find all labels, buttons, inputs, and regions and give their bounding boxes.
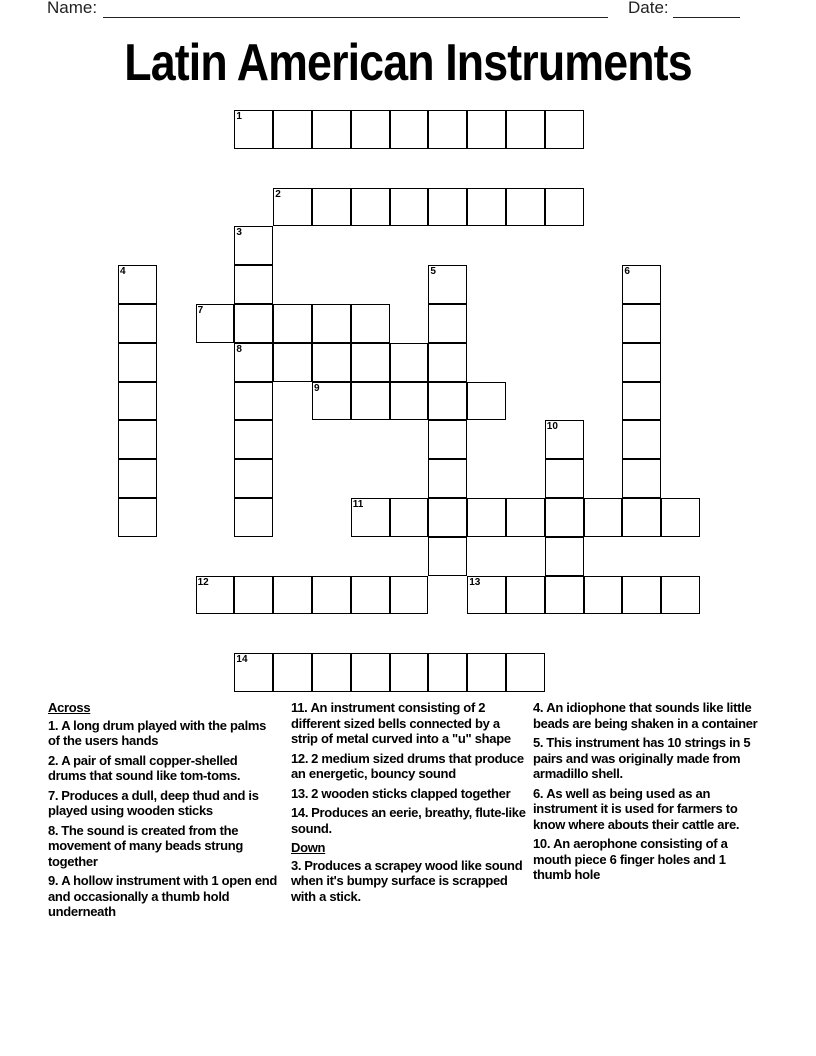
clue-number: 4	[120, 266, 126, 278]
crossword-cell[interactable]	[234, 459, 273, 498]
clue-text: This instrument has 10 strings in 5 pairs and was originally made from armadillo shell.	[533, 735, 751, 781]
clue-item	[48, 788, 278, 819]
clue-number: 4.	[533, 700, 544, 715]
crossword-cell[interactable]	[351, 188, 390, 227]
crossword-cell[interactable]	[234, 226, 273, 265]
crossword-cell[interactable]	[584, 498, 623, 537]
clue-text: As well as being used as an instrument it is used for farmers to know where abouts their cattle are.	[533, 785, 740, 832]
crossword-cell[interactable]	[584, 576, 623, 615]
clue-item	[291, 805, 527, 836]
crossword-cell[interactable]	[661, 498, 700, 537]
crossword-cell[interactable]	[351, 653, 390, 692]
crossword-cell[interactable]	[351, 498, 390, 537]
clue-number: 6.	[533, 785, 544, 801]
clue-text: An instrument consisting of 2 different sized bells connected by a strip of metal curved into a "u" shape	[291, 700, 511, 746]
clue-number: 9.	[48, 873, 59, 888]
crossword-cell[interactable]	[273, 110, 312, 149]
crossword-cell[interactable]	[234, 304, 273, 343]
clue-number: 9	[314, 382, 320, 394]
crossword-cell[interactable]	[661, 576, 700, 615]
clue-item	[533, 836, 765, 883]
crossword-cell[interactable]	[273, 304, 312, 343]
crossword-cell[interactable]	[234, 653, 273, 692]
clue-text: A long drum played with the palms of the users hands	[48, 717, 267, 748]
clue-number: 5	[430, 266, 436, 278]
crossword-cell[interactable]	[390, 498, 429, 537]
crossword-cell[interactable]	[196, 576, 235, 615]
crossword-cell[interactable]	[390, 188, 429, 227]
crossword-cell[interactable]	[428, 343, 467, 382]
crossword-cell[interactable]	[312, 110, 351, 149]
crossword-cell[interactable]	[428, 188, 467, 227]
crossword-cell[interactable]	[390, 653, 429, 692]
crossword-cell[interactable]	[622, 459, 661, 498]
clue-text: An idiophone that sounds like little beads are being shaken in a container	[533, 700, 758, 731]
clue-number: 14.	[291, 805, 309, 820]
crossword-cell[interactable]	[428, 110, 467, 149]
clue-item	[291, 751, 527, 782]
clue-number: 12.	[291, 750, 309, 766]
crossword-cell[interactable]	[467, 188, 506, 227]
crossword-cell[interactable]	[273, 576, 312, 615]
clue-item	[48, 753, 278, 784]
clue-item	[291, 786, 527, 802]
crossword-cell[interactable]	[312, 382, 351, 421]
crossword-cell[interactable]	[428, 382, 467, 421]
page-title: Latin American Instruments	[124, 34, 692, 92]
crossword-cell[interactable]	[428, 420, 467, 459]
crossword-cell[interactable]	[118, 420, 157, 459]
clue-text: 2 wooden sticks clapped together	[311, 785, 511, 801]
crossword-cell[interactable]	[273, 653, 312, 692]
clue-number: 7	[197, 305, 204, 316]
crossword-cell[interactable]	[428, 537, 467, 576]
crossword-cell[interactable]	[196, 304, 235, 343]
clue-number: 3	[236, 227, 242, 239]
crossword-cell[interactable]	[390, 382, 429, 421]
clue-number: 14	[236, 654, 248, 666]
crossword-cell[interactable]	[234, 576, 273, 615]
clue-column-3	[533, 700, 765, 887]
crossword-cell[interactable]	[428, 498, 467, 537]
crossword-cell[interactable]	[622, 382, 661, 421]
crossword-cell[interactable]	[506, 653, 545, 692]
clue-item	[48, 823, 278, 870]
across-heading: Across	[48, 700, 91, 715]
crossword-cell[interactable]	[390, 576, 429, 615]
down-heading: Down	[291, 840, 326, 855]
crossword-cell[interactable]	[312, 188, 351, 227]
crossword-cell[interactable]	[118, 498, 157, 537]
clue-text: Produces a scrapey wood like sound when it's bumpy surface is scrapped with a stick.	[291, 857, 523, 904]
clue-number: 10	[546, 421, 558, 433]
date-label: Date:	[628, 0, 669, 17]
clue-number: 3.	[291, 857, 302, 873]
clue-text: A hollow instrument with 1 open end and occasionally a thumb hold underneath	[48, 873, 278, 919]
clue-text: An aerophone consisting of a mouth piece 6 finger holes and 1 thumb hole	[533, 836, 728, 882]
clue-number: 1	[236, 111, 242, 122]
crossword-cell[interactable]	[622, 498, 661, 537]
crossword-cell[interactable]	[428, 265, 467, 304]
name-label: Name:	[47, 0, 98, 17]
clue-item	[291, 700, 527, 747]
crossword-cell[interactable]	[506, 498, 545, 537]
clue-item	[533, 735, 765, 782]
crossword-cell[interactable]	[234, 382, 273, 421]
clue-text: The sound is created from the movement of many beads strung together	[48, 822, 244, 869]
crossword-cell[interactable]	[234, 498, 273, 537]
crossword-cell[interactable]	[118, 265, 157, 304]
crossword-cell[interactable]	[351, 382, 390, 421]
crossword-cell[interactable]	[351, 110, 390, 149]
crossword-cell[interactable]	[622, 304, 661, 343]
crossword-cell[interactable]	[428, 304, 467, 343]
clue-number: 10.	[533, 836, 551, 851]
crossword-cell[interactable]	[467, 110, 506, 149]
clue-number: 8.	[48, 822, 59, 838]
crossword-cell[interactable]	[622, 343, 661, 382]
crossword-cell[interactable]	[118, 459, 157, 498]
clue-number: 11	[352, 499, 364, 510]
crossword-cell[interactable]	[351, 304, 390, 343]
crossword-cell[interactable]	[622, 576, 661, 615]
crossword-cell[interactable]	[390, 110, 429, 149]
crossword-cell[interactable]	[273, 343, 312, 382]
clue-column-1	[48, 700, 278, 924]
crossword-cell[interactable]	[234, 420, 273, 459]
crossword-cell[interactable]	[545, 110, 584, 149]
crossword-cell[interactable]	[506, 576, 545, 615]
crossword-cell[interactable]	[234, 265, 273, 304]
crossword-cell[interactable]	[545, 420, 584, 459]
crossword-cell[interactable]	[351, 576, 390, 615]
clue-number: 1.	[48, 717, 59, 733]
clue-number: 13.	[291, 785, 309, 801]
clue-number: 11.	[291, 700, 308, 715]
crossword-cell[interactable]	[428, 653, 467, 692]
crossword-cell[interactable]	[506, 110, 545, 149]
crossword-cell[interactable]	[428, 459, 467, 498]
clue-number: 2.	[48, 752, 59, 768]
crossword-cell[interactable]	[545, 188, 584, 227]
crossword-cell[interactable]	[234, 343, 273, 382]
crossword-cell[interactable]	[622, 420, 661, 459]
crossword-cell[interactable]	[312, 576, 351, 615]
clue-item	[48, 718, 278, 749]
crossword-cell[interactable]	[506, 188, 545, 227]
clue-item	[291, 858, 527, 905]
crossword-cell[interactable]	[118, 343, 157, 382]
clue-item	[533, 786, 765, 833]
crossword-cell[interactable]	[312, 653, 351, 692]
clue-number: 12	[197, 576, 209, 588]
crossword-cell[interactable]	[390, 343, 429, 382]
clue-number: 7.	[48, 787, 59, 803]
crossword-cell[interactable]	[467, 382, 506, 421]
crossword-cell[interactable]	[545, 576, 584, 615]
clue-text: Produces a dull, deep thud and is played using wooden sticks	[48, 787, 259, 818]
crossword-cell[interactable]	[234, 110, 273, 149]
crossword-cell[interactable]	[545, 498, 584, 537]
clue-text: A pair of small copper-shelled drums that sound like tom-toms.	[48, 752, 241, 783]
clue-number: 5.	[533, 735, 544, 750]
clue-number: 6	[624, 266, 630, 278]
clue-text: 2 medium sized drums that produce an energetic, bouncy sound	[291, 750, 524, 781]
crossword-cell[interactable]	[312, 304, 351, 343]
clue-number: 8	[236, 343, 242, 355]
clue-number: 2	[275, 188, 281, 200]
crossword-cell[interactable]	[467, 653, 506, 692]
clue-number: 13	[469, 576, 481, 588]
crossword-cell[interactable]	[118, 382, 157, 421]
crossword-cell[interactable]	[312, 343, 351, 382]
clue-column-2	[291, 700, 527, 908]
clue-item	[533, 700, 765, 731]
crossword-cell[interactable]	[467, 576, 506, 615]
crossword-cell[interactable]	[545, 459, 584, 498]
crossword-cell[interactable]	[467, 498, 506, 537]
crossword-cell[interactable]	[273, 188, 312, 227]
clue-item	[48, 873, 278, 920]
crossword-cell[interactable]	[622, 265, 661, 304]
crossword-cell[interactable]	[118, 304, 157, 343]
clue-text: Produces an eerie, breathy, flute-like sound.	[291, 805, 526, 836]
crossword-cell[interactable]	[351, 343, 390, 382]
crossword-cell[interactable]	[545, 537, 584, 576]
